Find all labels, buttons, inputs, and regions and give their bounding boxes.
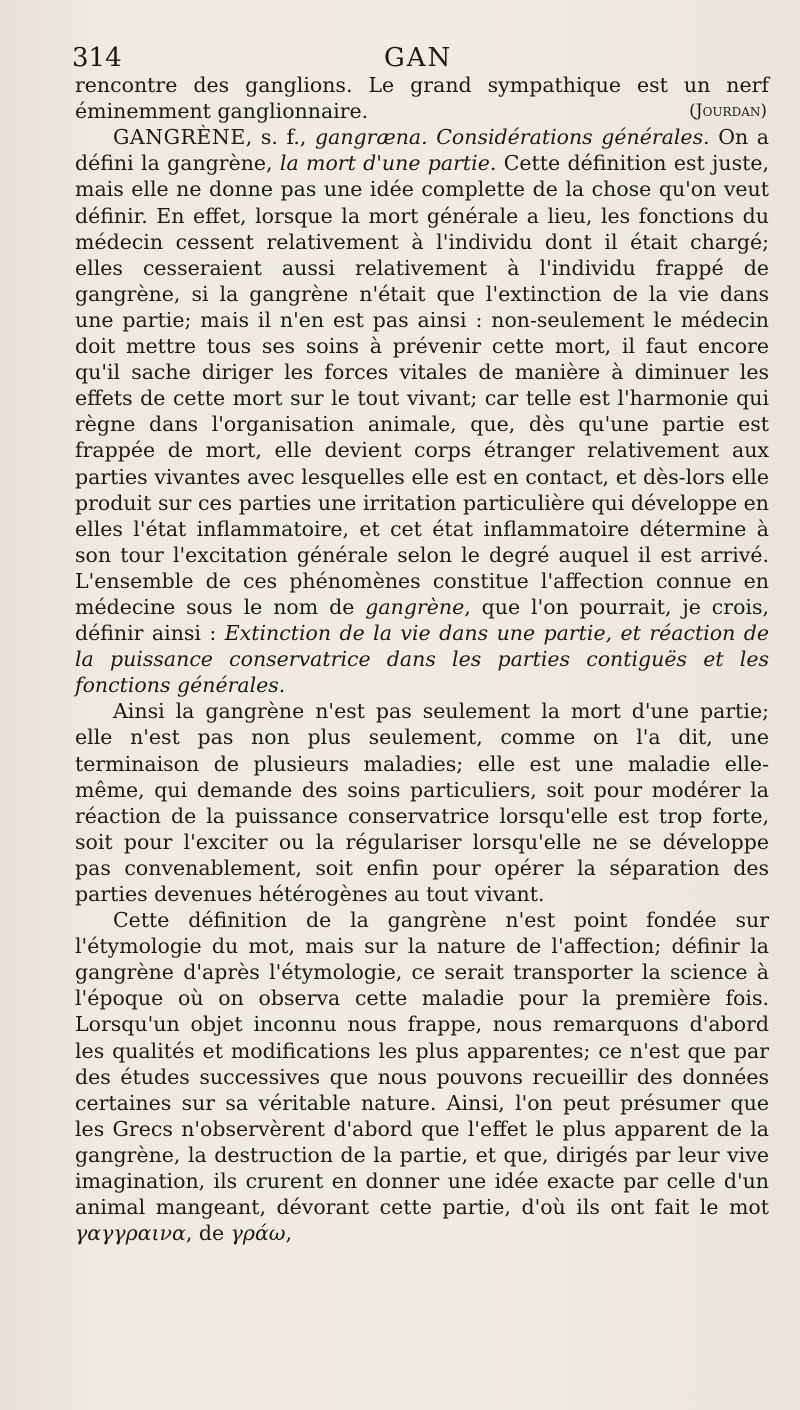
author-signature: (Jourdan)	[689, 101, 767, 122]
paragraph-text: On a défini la gangrène,	[75, 125, 769, 176]
paragraph-entry-gangrene	[75, 124, 769, 698]
paragraph-text: ,	[285, 1221, 293, 1246]
paragraph-ainsi	[75, 698, 769, 907]
greek-word: γαγγραινα	[75, 1221, 186, 1246]
paragraph-text: Cette définition de la gangrène n'est point fondée sur l'étymologie du mot, mais sur la nature de l'affection; définir la gangrène d'après l'étymologie, ce serait transporter la science à l'époque où on observa cette maladie pour la première fois. Lorsqu'un objet inconnu nous frappe, nous remarquons d'abord les qualités et modifications les plus apparentes; ce n'est que par des études successives que nous pouvons recueillir des données certaines sur sa véritable nature. Ainsi, l'on peut présumer que les Grecs n'observèrent d'abord que l'effet le plus apparent de la gangrène, la destruction de la partie, et que, dirigés par leur vive imagination, ils crurent en donner une idée exacte par celle d'un animal mangeant, dévorant cette partie, d'où ils ont fait le mot	[75, 908, 769, 1220]
paragraph-text: rencontre des ganglions. Le grand sympathique est un nerf éminemment ganglionnaire.	[75, 73, 769, 124]
italic-text: la mort d'une partie.	[279, 151, 497, 176]
page-number: 314	[72, 43, 122, 73]
paragraph-etymology	[75, 907, 769, 1246]
entry-headword: GANGRÈNE	[113, 125, 246, 150]
running-head: GAN	[384, 43, 453, 73]
page-body	[75, 72, 769, 1246]
greek-word: γράω	[230, 1221, 286, 1246]
paragraph-text: , de	[185, 1221, 231, 1246]
italic-text: gangrène	[365, 594, 465, 619]
paragraph-text: Cette définition est juste, mais elle ne donne pas une idée complette de la chose qu'on veut définir. En effet, lorsque la mort générale a lieu, les fonctions du médecin cessent relativement à l'individu dont il était chargé; elles cesseraient aussi relativement à l'individu frappé de gangrène, si la gangrène n'était que l'extinction de la vie dans une partie; mais il n'en est pas ainsi : non-seulement le médecin doit mettre tous ses soins à prévenir cette mort, il faut encore qu'il sache diriger les forces vitales de manière à diminuer les effets de cette mort sur le tout vivant; car telle est l'harmonie qui règne dans l'organisation animale, que, dès qu'une partie est frappée de mort, elle devient corps étranger relativement aux parties vivantes avec lesquelles elle est en contact, et dès-lors elle produit sur ces parties une irritation particulière qui développe en elles l'état inflammatoire, et cet état inflammatoire détermine à son tour l'excitation générale selon le degré auquel il est arrivé. L'ensemble de ces phénomènes constitue l'affection connue en médecine sous le nom de	[75, 151, 769, 619]
paragraph-text: , que l'on pourrait, je crois, définir ainsi :	[75, 594, 769, 646]
paragraph-text: Ainsi la gangrène n'est pas seulement la mort d'une partie; elle n'est pas non plus seulement, comme on l'a dit, une terminaison de plusieurs maladies; elle est une maladie elle-même, qui demande des soins particuliers, soit pour modérer la réaction de la puissance conservatrice lorsqu'elle est trop forte, soit pour l'exciter ou la régulariser lorsqu'elle ne se développe pas convenablement, soit enfin pour opérer la séparation des parties devenues hétérogènes au tout vivant.	[75, 699, 769, 906]
italic-definition: Extinction de la vie dans une partie, et réaction de la puissance conservatrice dans les parties contiguës et les fonctions générales.	[75, 621, 769, 698]
italic-text: gangræna. Considérations générales.	[314, 125, 710, 150]
paragraph-continuation	[75, 72, 769, 124]
paragraph-text: , s. f.,	[245, 125, 315, 150]
